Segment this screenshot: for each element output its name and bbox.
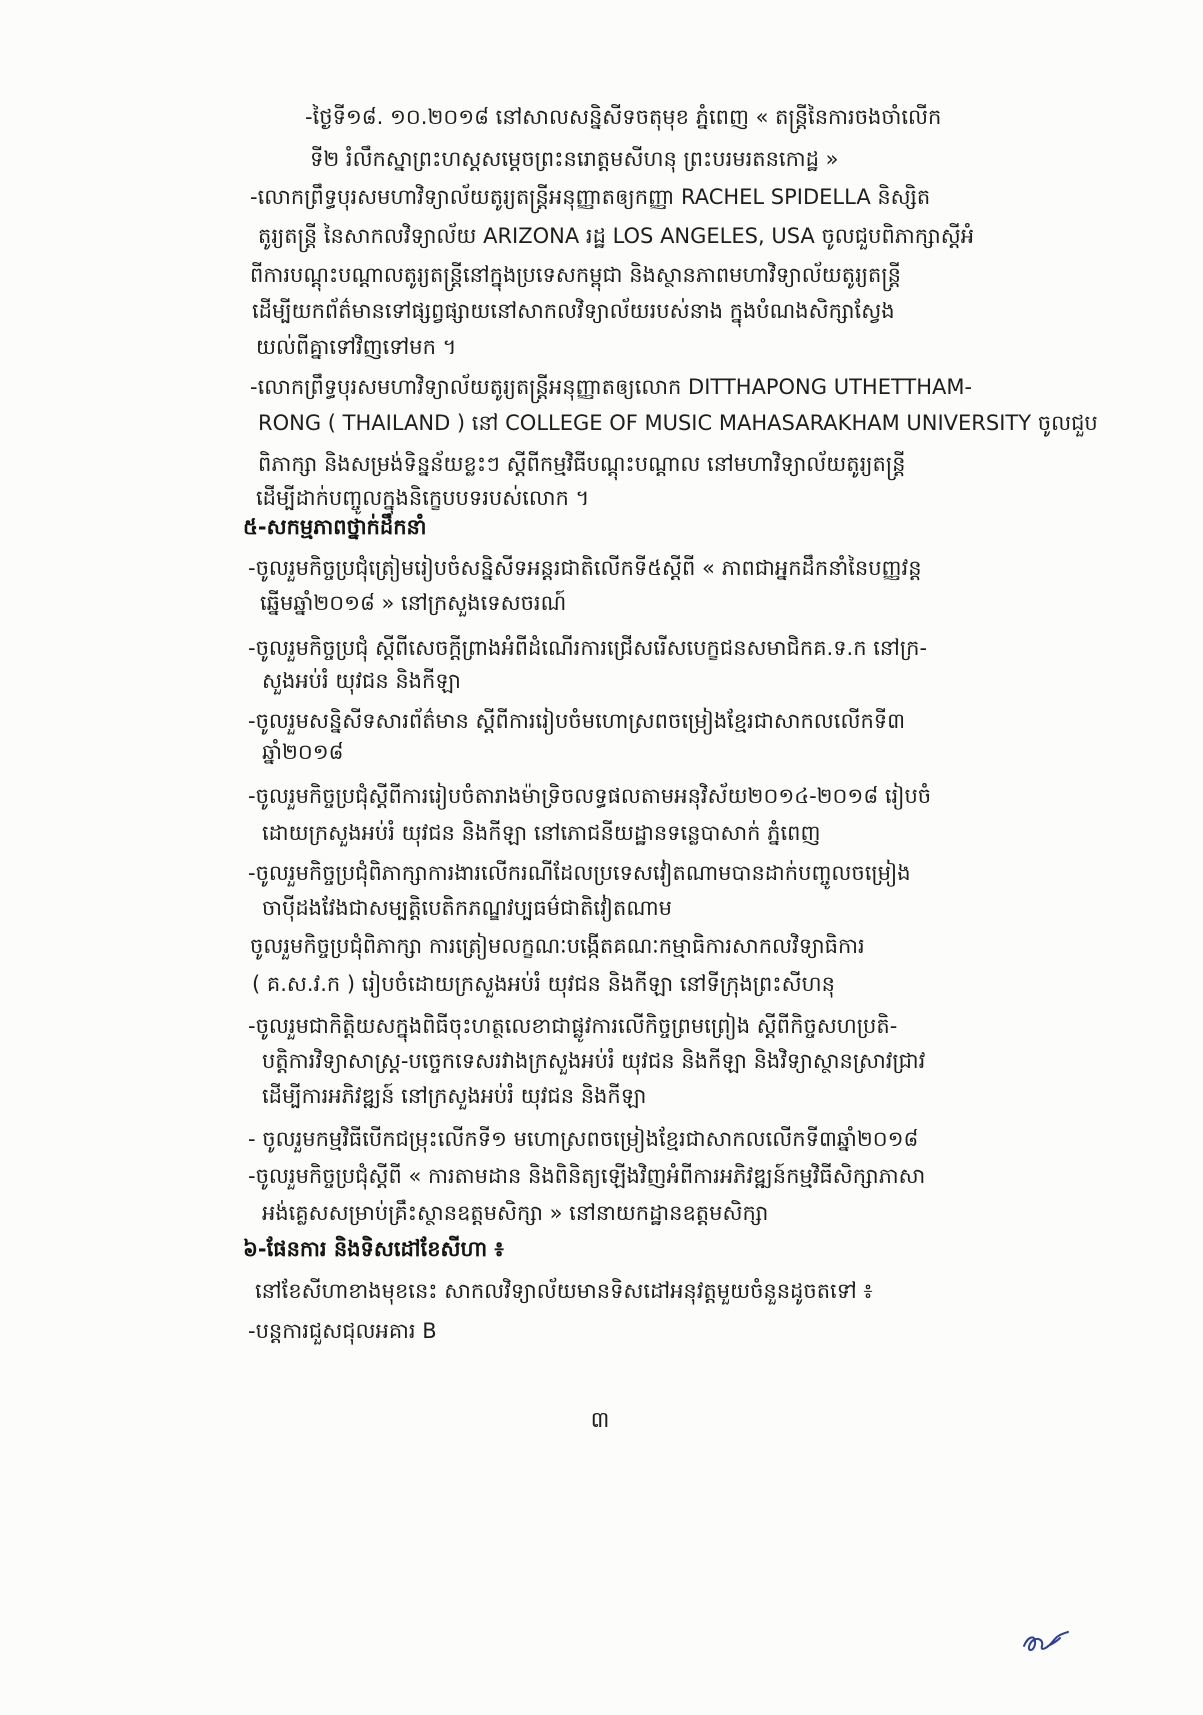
text-line: អង់គ្លេសសម្រាប់គ្រឹះស្ថានឧត្តមសិក្សា » នៅនាយកដ្ឋានឧត្តមសិក្សា [262,1201,769,1225]
section-heading: ៦-ផែនការ និងទិសដៅខែសីហា ៖ [243,1237,504,1261]
text-line: សួងអប់រំ យុវជន និងកីឡា [262,669,461,693]
section-heading: ៥-សកម្មភាពថ្នាក់ដឹកនាំ [243,515,427,539]
text-line: ដើម្បីដាក់បញ្ចូលក្នុងនិក្ខេបបទរបស់លោក ។ [256,486,590,510]
text-line: - ចូលរួមកម្មវិធីបើកជម្រុះលើកទី១ មហោស្រពចម្រៀងខ្មែរជាសាកលលើកទី៣ឆ្នាំ២០១៨ [248,1127,919,1151]
text-line: -ថ្ងៃទី១៨. ១០.២០១៨ នៅសាលសន្និសីទចតុមុខ ភ្នំពេញ « តន្ត្រីនៃការចងចាំលើក [305,105,942,129]
text-line: -លោកព្រឹទ្ធបុរសមហាវិទ្យាល័យតូរ្យតន្ត្រីអនុញ្ញាតឲ្យលោក DITTHAPONG UTHETTHAM- [250,375,973,399]
text-line: -ចូលរួមកិច្ចប្រជុំស្តីពីការរៀបចំតារាងម៉ាទ្រិចលទ្ធផលតាមអនុវិស័យ២០១៤-២០១៨ រៀបចំ [248,784,932,808]
text-line: -ចូលរួមកិច្ចប្រជុំស្តីពី « ការតាមដាន និងពិនិត្យឡើងវិញអំពីការអភិវឌ្ឍន៍កម្មវិធីសិក្សាភាសា [248,1164,926,1188]
text-line: -ចូលរួមកិច្ចប្រជុំពិភាក្សាការងារលើករណីដែលប្រទេសវៀតណាមបានដាក់បញ្ចូលចម្រៀង [248,861,911,885]
text-line: ចាប៉ីដងវែងជាសម្បត្តិបេតិកភណ្ឌវប្បធម៌ជាតិវៀតណាម [262,896,672,920]
text-line: បត្តិការវិទ្យាសាស្ត្រ-បច្ចេកទេសរវាងក្រសួងអប់រំ យុវជន និងកីឡា និងវិទ្យាស្ថានស្រាវជ្រាវ [262,1049,926,1073]
text-line: ដោយក្រសួងអប់រំ យុវជន និងកីឡា នៅភោជនីយដ្ឋានទន្លេបាសាក់ ភ្នំពេញ [262,821,821,845]
text-line: -ចូលរួមជាកិត្តិយសក្នុងពិធីចុះហត្ថលេខាជាផ្លូវការលើកិច្ចព្រមព្រៀង ស្តីពីកិច្ចសហប្រតិ- [248,1014,898,1038]
text-line: -ចូលរួមសន្និសីទសារព័ត៌មាន ស្តីពីការរៀបចំមហោស្រពចម្រៀងខ្មែរជាសាកលលើកទី៣ [248,709,906,733]
text-line: ចូលរួមកិច្ចប្រជុំពិភាក្សា ការត្រៀមលក្ខណៈបង្កើតគណៈកម្មាធិការសាកលវិទ្យាធិការ [250,934,865,958]
handwritten-initial-icon [1018,1622,1078,1658]
text-line: RONG ( THAILAND ) នៅ COLLEGE OF MUSIC MAHASARAKHAM UNIVERSITY ចូលជួប [258,411,1098,435]
text-line: ដើម្បីការអភិវឌ្ឍន៍ នៅក្រសួងអប់រំ យុវជន និងកីឡា [262,1084,647,1108]
text-line: -ចូលរួមកិច្ចប្រជុំ ស្តីពីសេចក្តីព្រាងអំពីដំណើរការជ្រើសរើសបេក្ខជនសមាជិកគ.ទ.ក នៅក្រ- [248,636,928,660]
text-line: ពីការបណ្តុះបណ្តាលតូរ្យតន្ត្រីនៅក្នុងប្រទេសកម្ពុជា និងស្ថានភាពមហាវិទ្យាល័យតូរ្យតន្ត្រី [250,263,901,287]
text-line: យល់ពីគ្នាទៅវិញទៅមក ។ [256,335,457,359]
page-number: ៣ [590,1408,610,1433]
text-line: ឆ្នើមឆ្នាំ២០១៨ » នៅក្រសួងទេសចរណ៍ [260,591,567,615]
text-line: ពិភាក្សា និងសម្រង់ទិន្នន័យខ្លះៗ ស្តីពីកម្មវិធីបណ្តុះបណ្តាល នៅមហាវិទ្យាល័យតូរ្យតន្ត្រី [258,452,906,476]
text-line: ឆ្នាំ២០១៨ [262,740,344,764]
text-line: ទី២ រំលឹកស្នាព្រះហស្តសម្តេចព្រះនរោត្តមសីហនុ ព្រះបរមរតនកោដ្ឋ » [310,147,839,171]
text-line: -បន្តការជួសជុលអគារ B [248,1319,437,1343]
text-line: -ចូលរួមកិច្ចប្រជុំត្រៀមរៀបចំសន្និសីទអន្តរជាតិលើកទី៥ស្តីពី « ភាពជាអ្នកដឹកនាំនៃបញ្ញវន្ត [248,556,922,580]
text-line: ( គ.ស.វ.ក ) រៀបចំដោយក្រសួងអប់រំ យុវជន និងកីឡា នៅទីក្រុងព្រះសីហនុ [252,972,835,996]
text-line: តូរ្យតន្ត្រី នៃសាកលវិទ្យាល័យ ARIZONA រដ្ឋ LOS ANGELES, USA ចូលជួបពិភាក្សាស្តីអំ [258,224,975,248]
text-line: -លោកព្រឹទ្ធបុរសមហាវិទ្យាល័យតូរ្យតន្ត្រីអនុញ្ញាតឲ្យកញ្ញា RACHEL SPIDELLA និស្សិត [250,185,931,209]
text-line: នៅខែសីហាខាងមុខនេះ សាកលវិទ្យាល័យមានទិសដៅអនុវត្តមួយចំនួនដូចតទៅ ៖ [255,1279,873,1303]
text-line: ដើម្បីយកព័ត៌មានទៅផ្សព្វផ្សាយនៅសាកលវិទ្យាល័យរបស់នាង ក្នុងបំណងសិក្សាស្វែង [252,299,895,323]
